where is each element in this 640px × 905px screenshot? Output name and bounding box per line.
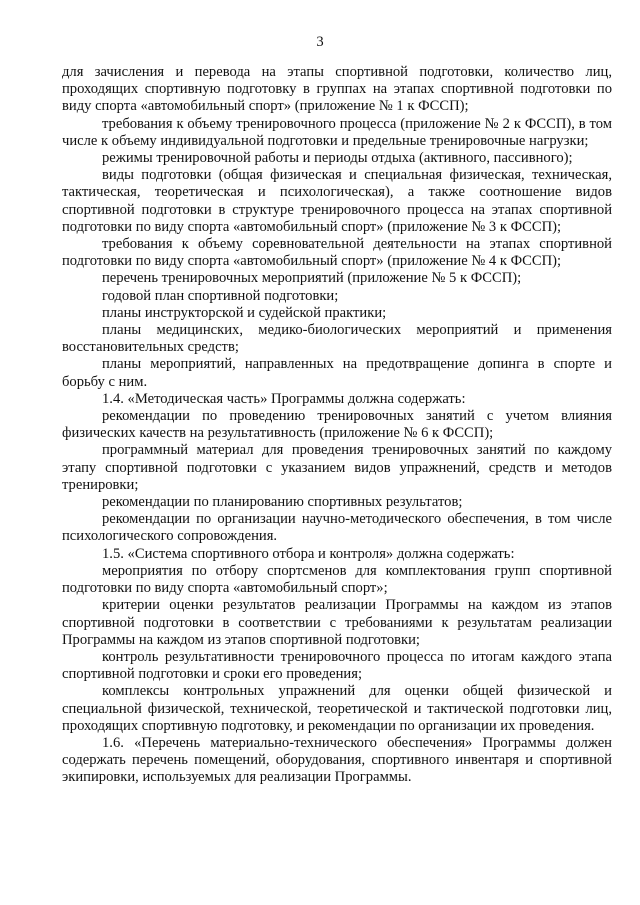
paragraph: планы мероприятий, направленных на предотвращение допинга в спорте и борьбу с ним. xyxy=(62,356,612,390)
paragraph: планы медицинских, медико-биологических мероприятий и применения восстановительных средств; xyxy=(62,322,612,356)
section-heading: 1.6. «Перечень материально-технического обеспечения» Программы должен содержать перечень помещений, оборудования, спортивного инвентаря и спортивной экипировки, используемых для реализации Программы. xyxy=(62,734,612,786)
paragraph: рекомендации по планированию спортивных результатов; xyxy=(102,494,463,511)
section-heading: 1.5. «Система спортивного отбора и контроля» должна содержать: xyxy=(102,545,515,562)
paragraph: режимы тренировочной работы и периоды отдыха (активного, пассивного); xyxy=(102,150,573,167)
paragraph: перечень тренировочных мероприятий (приложение № 5 к ФССП); xyxy=(102,270,522,287)
paragraph: программный материал для проведения тренировочных занятий по каждому этапу спортивной подготовки с указанием видов упражнений, средств и методов тренировки; xyxy=(62,442,612,493)
document-body xyxy=(62,64,612,787)
paragraph: для зачисления и перевода на этапы спортивной подготовки, количество лиц, проходящих спортивную подготовку в группах на этапах спортивной подготовки по виду спорта «автомобильный спорт» (приложение № 1 к ФССП); xyxy=(62,64,612,115)
paragraph: требования к объему соревновательной деятельности на этапах спортивной подготовки по виду спорта «автомобильный спорт» (приложение № 4 к ФССП); xyxy=(62,236,612,270)
paragraph: контроль результативности тренировочного процесса по итогам каждого этапа спортивной подготовки и сроки его проведения; xyxy=(62,648,612,683)
paragraph: мероприятия по отбору спортсменов для комплектования групп спортивной подготовки по виду спорта «автомобильный спорт»; xyxy=(62,562,612,597)
paragraph: критерии оценки результатов реализации Программы на каждом из этапов спортивной подготовки в соответствии с требованиями к результатам реализации Программы на каждом из этапов спортивной подготовки; xyxy=(62,597,612,648)
paragraph: виды подготовки (общая физическая и специальная физическая, техническая, тактическая, теоретическая и психологическая), а также соотношение видов спортивной подготовки в структуре тренировочного процесса на этапах спортивной подготовки по виду спорта «автомобильный спорт» (приложение № 3 к ФССП); xyxy=(62,167,612,235)
paragraph: годовой план спортивной подготовки; xyxy=(102,287,339,304)
paragraph: рекомендации по организации научно-методического обеспечения, в том числе психологического сопровождения. xyxy=(62,511,612,545)
paragraph: требования к объему тренировочного процесса (приложение № 2 к ФССП), в том числе к объему индивидуальной подготовки и предельные тренировочные нагрузки; xyxy=(62,115,612,149)
page-number: 3 xyxy=(316,34,324,50)
paragraph: комплексы контрольных упражнений для оценки общей физической и специальной физической, технической, теоретической и тактической подготовки лиц, проходящих спортивную подготовку, и рекомендации по организации их проведения. xyxy=(62,683,612,734)
section-heading: 1.4. «Методическая часть» Программы должна содержать: xyxy=(102,390,466,407)
paragraph: планы инструкторской и судейской практики; xyxy=(102,304,387,321)
paragraph: рекомендации по проведению тренировочных занятий с учетом влияния физических качеств на результативность (приложение № 6 к ФССП); xyxy=(62,408,612,442)
